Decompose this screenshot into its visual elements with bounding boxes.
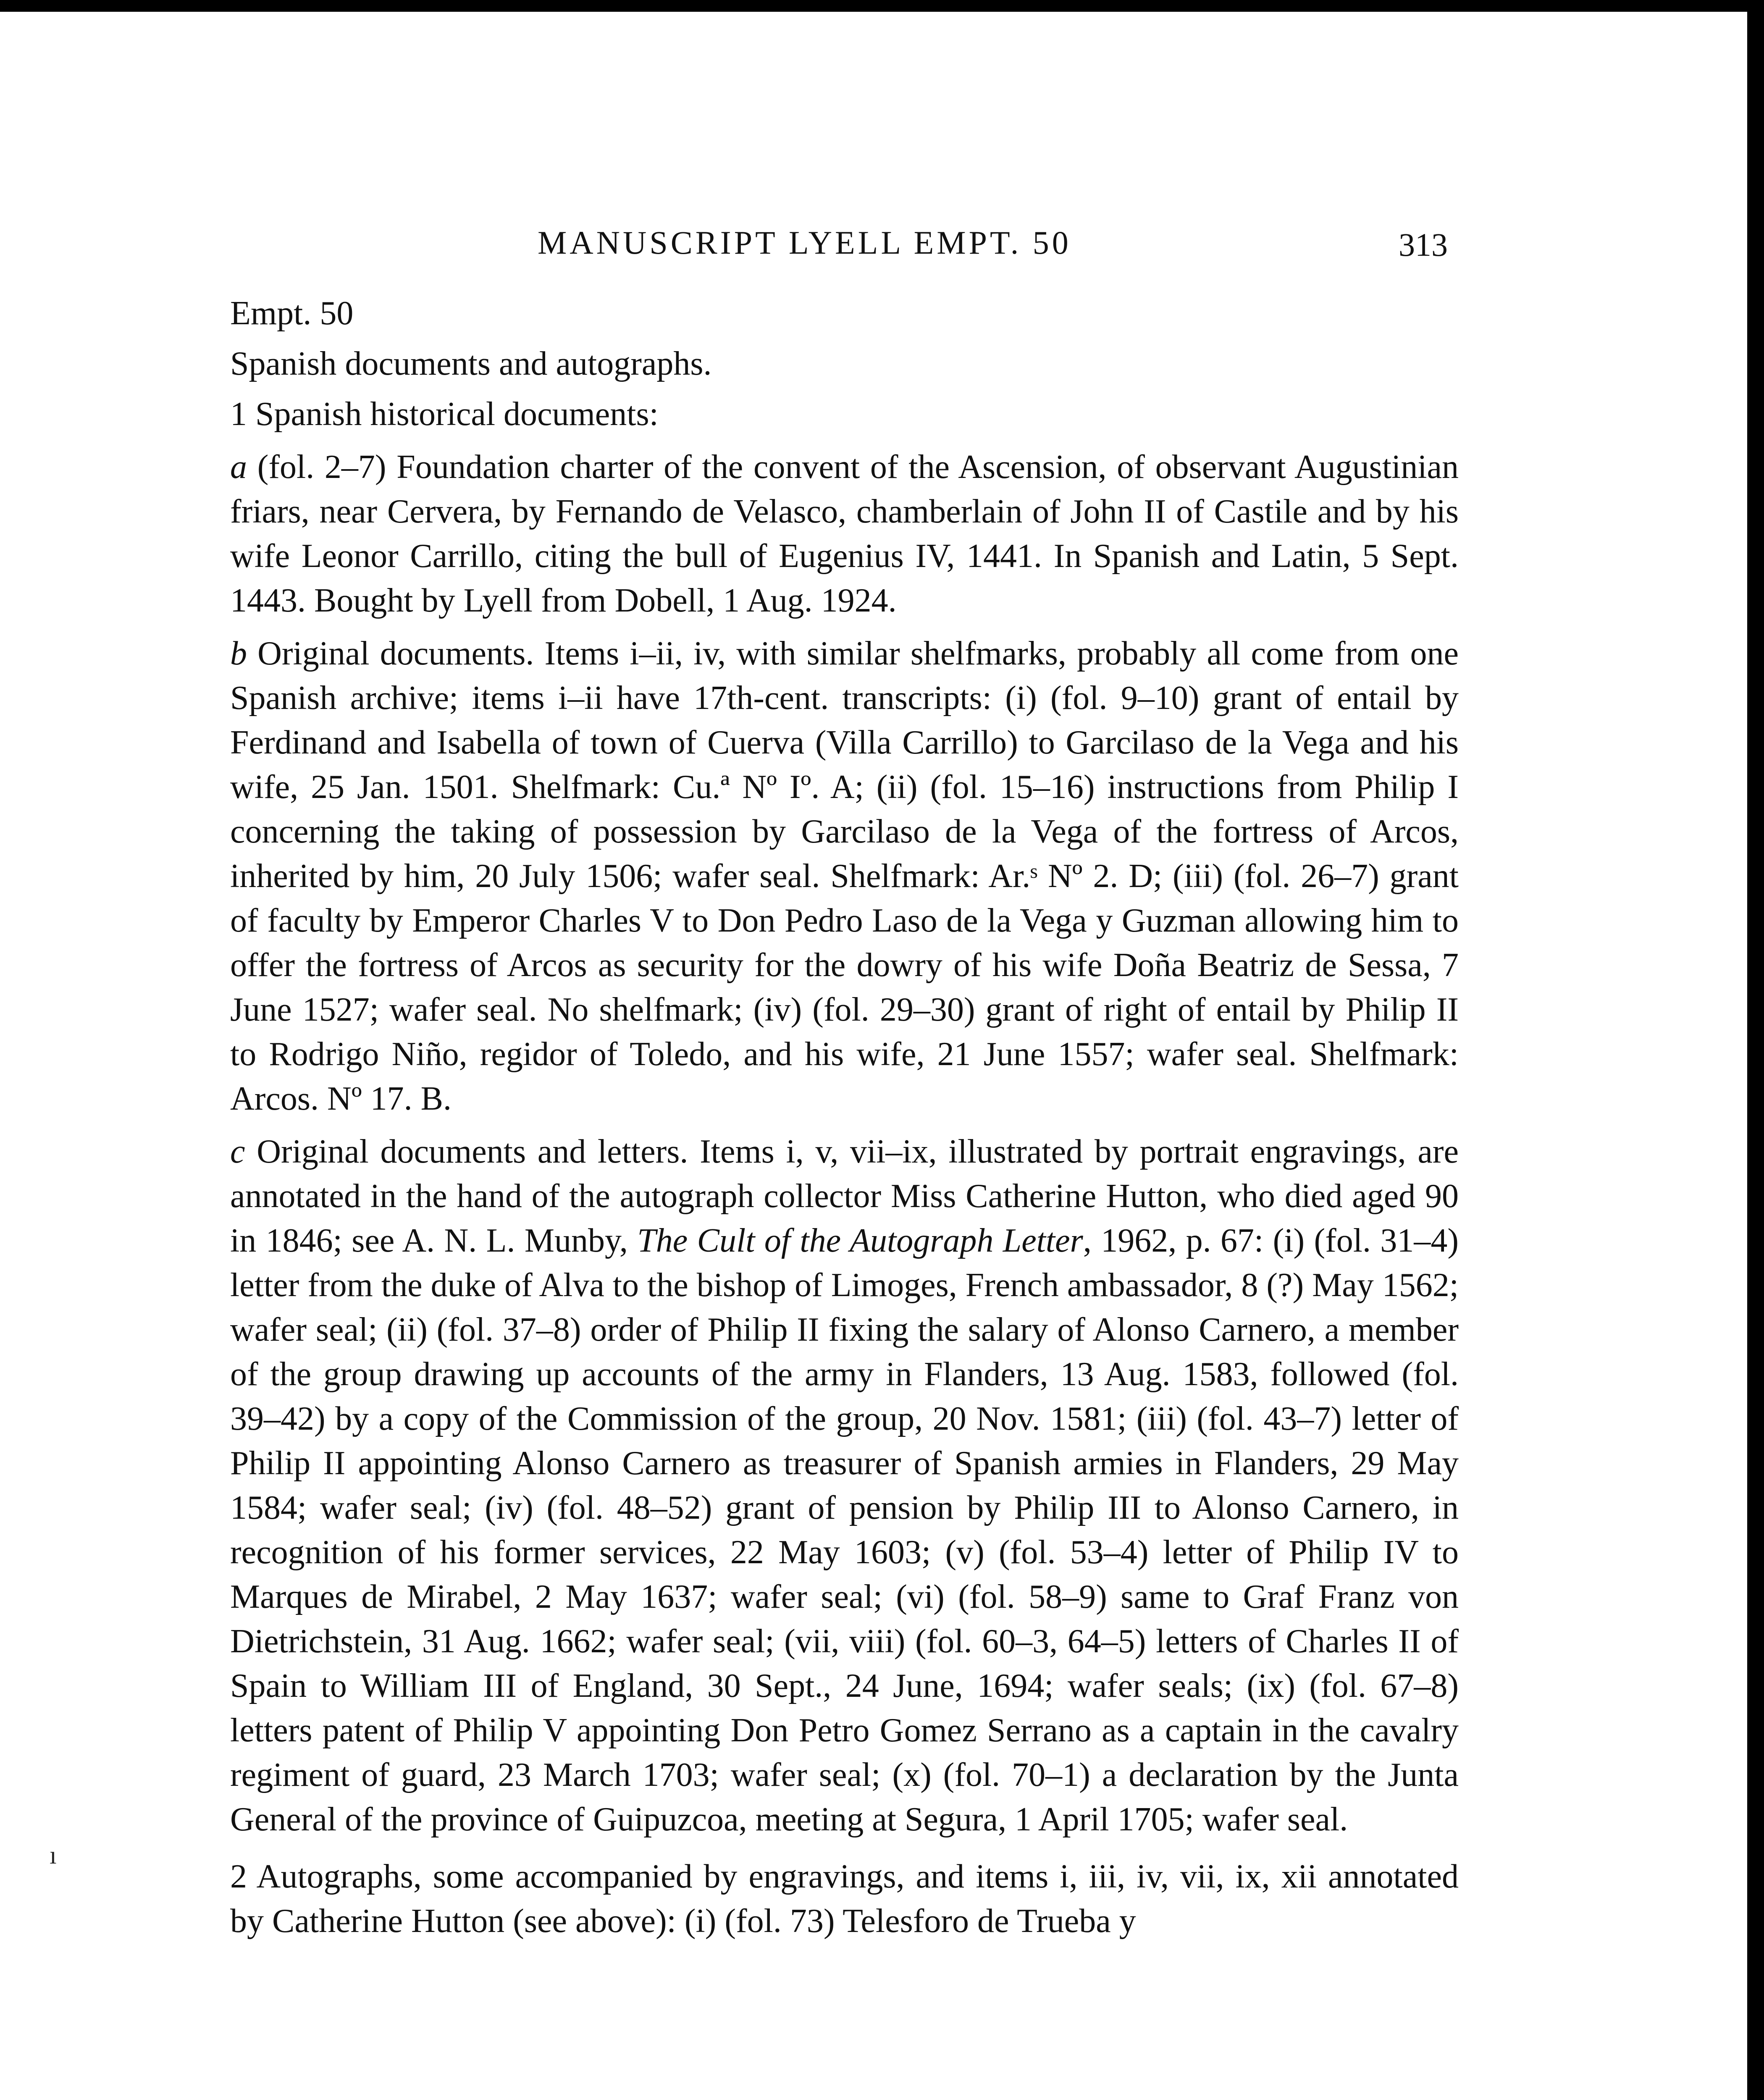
item-a-text: (fol. 2–7) Foundation charter of the convent of the Ascension, of observant Augustinian friars, near Cervera, by Fernando de Velasco, chamberlain of John II of Castile and by his wife Leonor Carrillo, citing the bull of Eugenius IV, 1441. In Spanish and Latin, 5 Sept. 1443. Bought by Lyell from Dobell, 1 Aug. 1924.: [230, 449, 1459, 619]
entry-title: Spanish documents and autographs.: [230, 345, 712, 382]
item-a-letter: a: [230, 449, 247, 486]
document-page: [0, 12, 1747, 2100]
item-a-paragraph: [230, 445, 1459, 623]
item-b-text: Original documents. Items i–ii, iv, with similar shelfmarks, probably all come from one Spanish archive; items i–ii have 17th-cent. transcripts: (i) (fol. 9–10) grant of entail by Ferdinand and Isabella of town of Cuerva (Villa Carrillo) to Garcilaso de la Vega and his wife, 25 Jan. 1501. Shelfmark: Cu.ª Nº Iº. A; (ii) (fol. 15–16) instructions from Philip I concerning the taking of possession by Garcilaso de la Vega of the fortress of Arcos, inherited by him, 20 July 1506; wafer seal. Shelfmark: Ar.ˢ Nº 2. D; (iii) (fol. 26–7) grant of faculty by Emperor Charles V to Don Pedro Laso de la Vega y Guzman allowing him to offer the fortress of Arcos as security for the dowry of his wife Doña Beatriz de Sessa, 7 June 1527; wafer seal. No shelfmark; (iv) (fol. 29–30) grant of right of entail by Philip II to Rodrigo Niño, regidor of Toledo, and his wife, 21 June 1557; wafer seal. Shelfmark: Arcos. Nº 17. B.: [230, 635, 1459, 1117]
running-title: MANUSCRIPT LYELL EMPT. 50: [538, 224, 1071, 261]
item-b-letter: b: [230, 635, 247, 672]
item-c-paragraph: [230, 1129, 1459, 1842]
item-c-letter: c: [230, 1133, 245, 1170]
margin-tick-mark: ı: [50, 1841, 57, 1869]
book-title: The Cult of the Autograph Letter: [637, 1222, 1083, 1259]
catalogue-entry: [230, 291, 1459, 1952]
section-1-heading: 1 Spanish historical documents:: [230, 396, 659, 433]
section-2-paragraph: 2 Autographs, some accompanied by engravings, and items i, iii, iv, vii, ix, xii annotated by Catherine Hutton (see above): (i) (fol. 73) Telesforo de Trueba y: [230, 1858, 1459, 1940]
page-number: 313: [1399, 226, 1448, 263]
item-b-paragraph: [230, 631, 1459, 1121]
item-c-text-before: Original documents and letters. Items i, v, vii–ix, illustrated by portrait engravings, are annotated in the hand of the autograph collector Miss Catherine Hutton, who died aged 90 in 1846; see A. N. L. Munby,: [230, 1133, 1459, 1259]
item-c-text-after: , 1962, p. 67: (i) (fol. 31–4) letter from the duke of Alva to the bishop of Limoges, French ambassador, 8 (?) May 1562; wafer seal; (ii) (fol. 37–8) order of Philip II fixing the salary of Alonso Carnero, a member of the group drawing up accounts of the army in Flanders, 13 Aug. 1583, followed (fol. 39–42) by a copy of the Commission of the group, 20 Nov. 1581; (iii) (fol. 43–7) letter of Philip II appointing Alonso Carnero as treasurer of Spanish armies in Flanders, 29 May 1584; wafer seal; (iv) (fol. 48–52) grant of pension by Philip III to Alonso Carnero, in recognition of his former services, 22 May 1603; (v) (fol. 53–4) letter of Philip IV to Marques de Mirabel, 2 May 1637; wafer seal; (vi) (fol. 58–9) same to Graf Franz von Dietrichstein, 31 Aug. 1662; wafer seal; (vii, viii) (fol. 60–3, 64–5) letters of Charles II of Spain to William III of England, 30 Sept., 24 June, 1694; wafer seals; (ix) (fol. 67–8) letters patent of Philip V appointing Don Petro Gomez Serrano as a captain in the cavalry regiment of guard, 23 March 1703; wafer seal; (x) (fol. 70–1) a declaration by the Junta General of the province of Guipuzcoa, meeting at Segura, 1 April 1705; wafer seal.: [230, 1222, 1459, 1838]
entry-shelfmark: Empt. 50: [230, 295, 354, 332]
